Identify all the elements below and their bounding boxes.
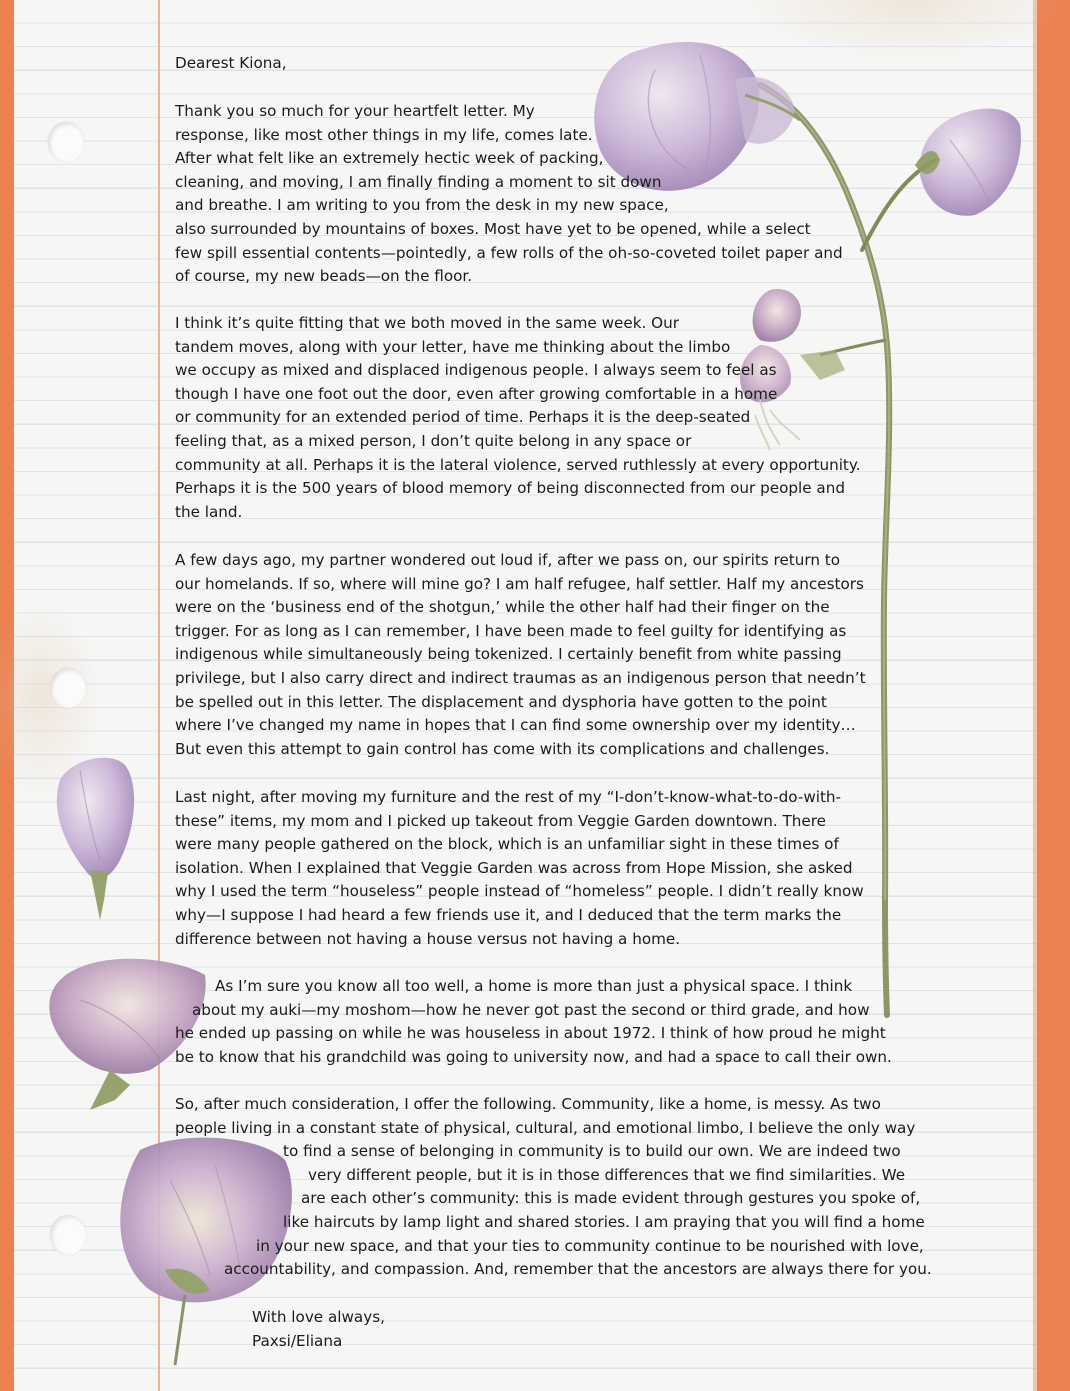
text-line: though I have one foot out the door, even after growing comfortable in a home [175, 384, 778, 403]
text-line: trigger. For as long as I can remember, I have been made to feel guilty for identifying as [175, 621, 847, 640]
text-line: our homelands. If so, where will mine go? I am half refugee, half settler. Half my ancestors [175, 574, 864, 593]
closing-block [252, 1306, 385, 1353]
text-line: like haircuts by lamp light and shared stories. I am praying that you will find a home [283, 1212, 925, 1231]
text-line: response, like most other things in my life, comes late. [175, 125, 593, 144]
text-line: why—I suppose I had heard a few friends use it, and I deduced that the term marks the [175, 905, 842, 924]
text-line: I think it’s quite fitting that we both moved in the same week. Our [175, 314, 679, 332]
text-line: very different people, but it is in those differences that we find similarities. We [308, 1165, 906, 1184]
text-line: indigenous while simultaneously being tokenized. I certainly benefit from white passing [175, 645, 842, 664]
text-line: to find a sense of belonging in community is to build our own. We are indeed two [283, 1142, 901, 1161]
text-line: people living in a constant state of physical, cultural, and emotional limbo, I believe the only way [175, 1118, 916, 1137]
text-line: community at all. Perhaps it is the lateral violence, served ruthlessly at every opportunity. [175, 455, 861, 474]
text-line: also surrounded by mountains of boxes. Most have yet to be opened, while a select [175, 219, 811, 238]
text-line: So, after much consideration, I offer the following. Community, like a home, is messy. As two [175, 1095, 881, 1113]
text-line: Perhaps it is the 500 years of blood memory of being disconnected from our people and [175, 479, 845, 498]
signature: Paxsi/Eliana [252, 1331, 343, 1350]
paragraph-5 [175, 975, 892, 1069]
text-line: Thank you so much for your heartfelt letter. My [175, 102, 535, 120]
text-line: accountability, and compassion. And, remember that the ancestors are always there for you. [224, 1260, 932, 1279]
text-line: and breathe. I am writing to you from the desk in my new space, [175, 196, 669, 215]
text-line: As I’m sure you know all too well, a home is more than just a physical space. I think [215, 977, 853, 995]
left-flower-1 [57, 758, 134, 920]
text-line: cleaning, and moving, I am finally finding a moment to sit down [175, 172, 662, 191]
text-line: difference between not having a house versus not having a home. [175, 929, 681, 948]
right-flower [915, 109, 1021, 216]
text-line: we occupy as mixed and displaced indigenous people. I always seem to feel as [175, 361, 777, 380]
paragraph-4 [175, 786, 864, 951]
salutation-text: Dearest Kiona, [175, 54, 287, 72]
text-line: were on the ‘business end of the shotgun,’ while the other half had their finger on the [175, 598, 830, 617]
text-line: these” items, my mom and I picked up takeout from Veggie Garden downtown. There [175, 811, 827, 830]
paragraph-3 [175, 549, 866, 761]
text-line: the land. [175, 502, 243, 521]
text-line: were many people gathered on the block, which is an unfamiliar sight in these times of [175, 835, 839, 854]
closing: With love always, [252, 1308, 385, 1326]
text-line: of course, my new beads—on the floor. [175, 267, 473, 286]
text-line: Last night, after moving my furniture and the rest of my “I-don’t-know-what-to-do-with- [175, 788, 842, 806]
text-line: A few days ago, my partner wondered out loud if, after we pass on, our spirits return to [175, 551, 841, 569]
text-line: After what felt like an extremely hectic week of packing, [175, 149, 604, 168]
paragraph-2 [175, 312, 861, 524]
paragraph-6 [175, 1093, 932, 1282]
text-line: few spill essential contents—pointedly, a few rolls of the oh-so-coveted toilet paper and [175, 243, 843, 262]
text-line: are each other’s community: this is made evident through gestures you spoke of, [301, 1189, 921, 1208]
text-line: or community for an extended period of time. Perhaps it is the deep-seated [175, 408, 751, 427]
text-line: be to know that his grandchild was going to university now, and had a space to call their own. [175, 1047, 892, 1066]
text-line: where I’ve changed my name in hopes that I can find some ownership over my identity… [175, 716, 856, 735]
text-line: why I used the term “houseless” people instead of “homeless” people. I didn’t really know [175, 882, 864, 901]
text-line: in your new space, and that your ties to community continue to be nourished with love, [256, 1236, 924, 1255]
paragraph-1 [175, 100, 843, 289]
text-line: about my auki—my moshom—how he never got past the second or third grade, and how [192, 1000, 870, 1019]
text-line: he ended up passing on while he was houseless in about 1972. I think of how proud he might [175, 1024, 886, 1043]
text-line: be spelled out in this letter. The displacement and dysphoria have gotten to the point [175, 692, 827, 711]
text-line: tandem moves, along with your letter, have me thinking about the limbo [175, 337, 731, 356]
text-line: feeling that, as a mixed person, I don’t quite belong in any space or [175, 431, 692, 450]
text-line: isolation. When I explained that Veggie Garden was across from Hope Mission, she asked [175, 858, 853, 877]
text-line: privilege, but I also carry direct and indirect traumas as an indigenous person that needn’t [175, 668, 866, 687]
text-line: But even this attempt to gain control has come with its complications and challenges. [175, 739, 830, 758]
salutation [175, 52, 287, 76]
